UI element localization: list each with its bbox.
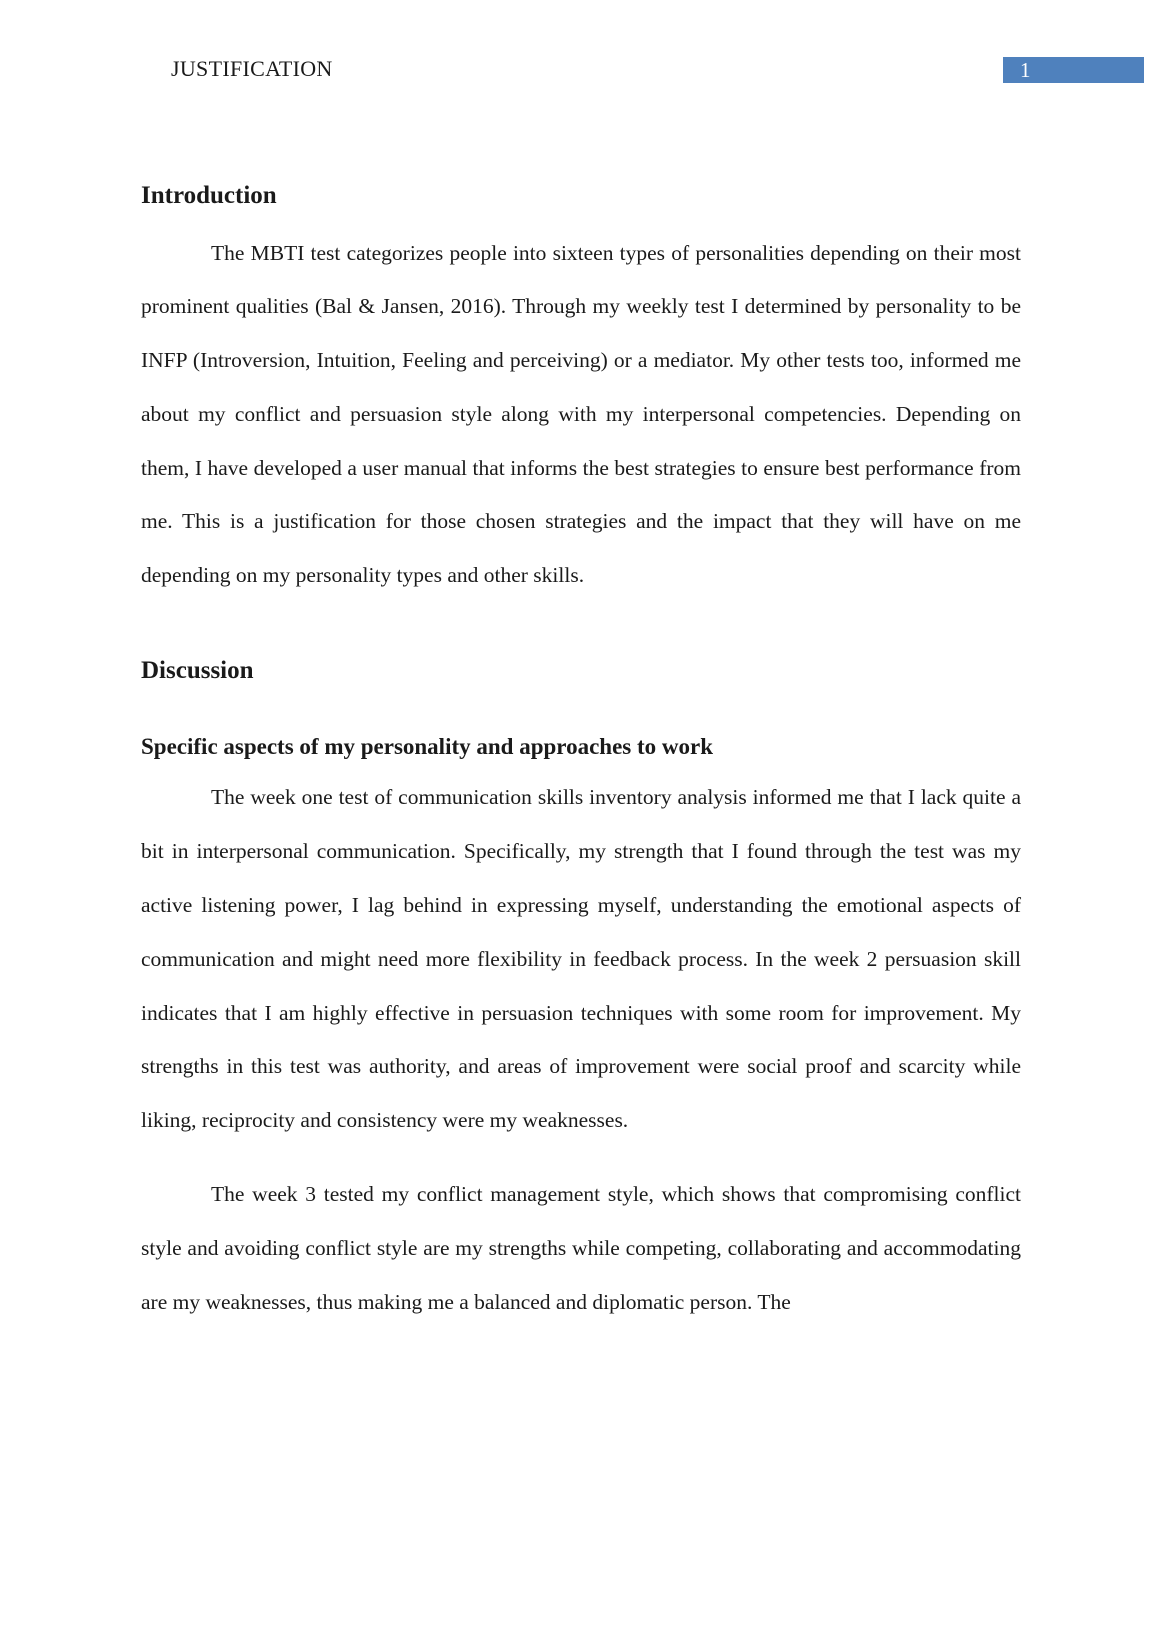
page-number: 1 bbox=[1003, 57, 1144, 83]
document-body bbox=[141, 180, 1021, 1329]
discussion-heading: Discussion bbox=[141, 657, 254, 685]
introduction-paragraph: The MBTI test categorizes people into sixteen types of personalities depending on their most prominent qualities (Bal & Jansen, 2016). Through my weekly test I determined by personality to be INFP (Introversion, Intuition, Feeling and perceiving) or a mediator. My other tests too, informed me about my conflict and persuasion style along with my interpersonal competencies. Depending on them, I have developed a user manual that informs the best strategies to ensure best performance from me. This is a justification for those chosen strategies and the impact that they will have on me depending on my personality types and other skills. bbox=[141, 240, 1021, 588]
discussion-paragraph: The week 3 tested my conflict management style, which shows that compromising conflict style and avoiding conflict style are my strengths while competing, collaborating and accommodating are my weaknesses, thus making me a balanced and diplomatic person. The bbox=[141, 1182, 1021, 1314]
personality-aspects-subheading: Specific aspects of my personality and approaches to work bbox=[141, 733, 714, 759]
running-head: JUSTIFICATION bbox=[171, 56, 333, 81]
discussion-paragraph: The week one test of communication skills inventory analysis informed me that I lack quite a bit in interpersonal communication. Specifically, my strength that I found through the test was my active listening power, I lag behind in expressing myself, understanding the emotional aspects of communication and might need more flexibility in feedback process. In the week 2 persuasion skill indicates that I am highly effective in persuasion techniques with some room for improvement. My strengths in this test was authority, and areas of improvement were social proof and scarcity while liking, reciprocity and consistency were my weaknesses. bbox=[141, 785, 1021, 1133]
introduction-heading: Introduction bbox=[141, 182, 277, 209]
